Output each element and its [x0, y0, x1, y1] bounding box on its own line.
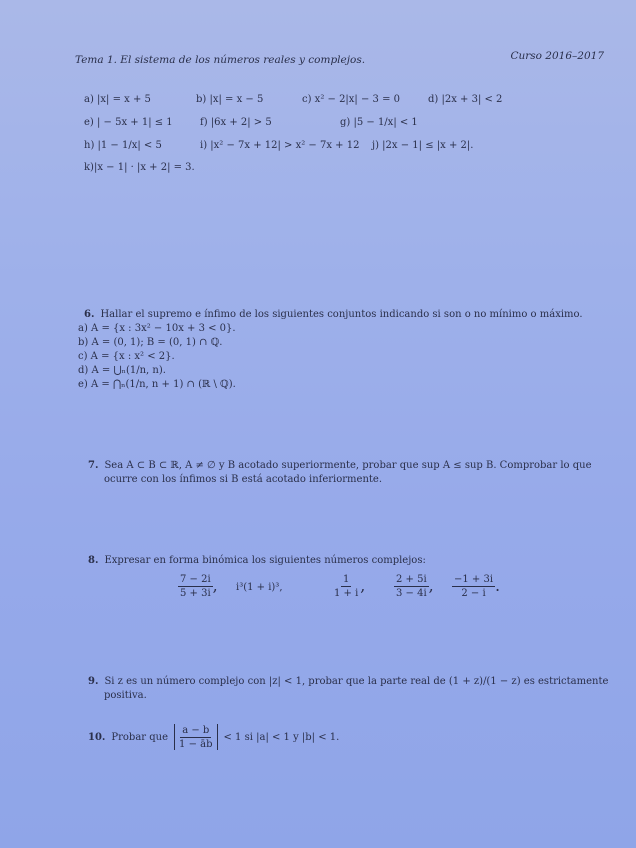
ex8-f3-suffix: , — [360, 576, 366, 595]
ex5-g: g) |5 − 1/x| < 1 — [340, 117, 418, 128]
ex7-line2: ocurre con los ínfimos si B está acotado inferiormente. — [104, 474, 383, 485]
ex8-fraction-5 — [452, 574, 500, 599]
ex5-b: b) |x| = x − 5 — [196, 94, 264, 105]
ex5-a: a) |x| = x + 5 — [84, 94, 151, 105]
ex6-title — [84, 309, 583, 320]
ex8-fraction-1 — [178, 574, 218, 599]
ex7-line1 — [88, 460, 592, 471]
ex5-i: i) |x² − 7x + 12| > x² − 7x + 12 — [200, 140, 360, 151]
ex8-title — [88, 555, 426, 566]
ex10-suffix: < 1 si |a| < 1 y |b| < 1. — [223, 731, 340, 743]
ex8-f1-suffix: , — [212, 576, 218, 595]
ex10-number: 10. — [88, 731, 106, 743]
ex10-statement — [88, 724, 339, 750]
ex5-c: c) x² − 2|x| − 3 = 0 — [302, 94, 401, 105]
abs-bar-left — [174, 724, 175, 750]
ex8-number: 8. — [88, 555, 99, 566]
ex8-f4-suffix: , — [428, 576, 434, 595]
ex8-expr-2: i³(1 + i)³, — [236, 582, 283, 593]
ex8-f5-den: 2 − i — [461, 588, 486, 599]
ex7-text: Sea A ⊂ B ⊂ ℝ, A ≠ ∅ y B acotado superiormente, probar que sup A ≤ sup B. Comprobar lo que — [104, 460, 592, 471]
ex8-fraction-4 — [394, 574, 434, 599]
ex10-prefix: Probar que — [111, 731, 169, 743]
ex6-number: 6. — [84, 309, 95, 320]
ex8-f5-suffix: . — [495, 576, 501, 595]
ex5-h: h) |1 − 1/x| < 5 — [84, 140, 162, 151]
ex7-number: 7. — [88, 460, 99, 471]
abs-bar-right — [217, 724, 218, 750]
sheet-title: Tema 1. El sistema de los números reales y complejos. — [75, 54, 366, 66]
ex8-f1-den: 5 + 3i — [180, 588, 211, 599]
ex5-d: d) |2x + 3| < 2 — [428, 94, 503, 105]
ex8-f3-den: 1 + i — [334, 588, 359, 599]
ex8-f4-num: 2 + 5i — [396, 574, 427, 585]
ex5-k: k)|x − 1| · |x + 2| = 3. — [84, 162, 195, 173]
ex5-e: e) | − 5x + 1| ≤ 1 — [84, 117, 173, 128]
ex6-statement: Hallar el supremo e ínfimo de los siguientes conjuntos indicando si son o no mínimo o máximo. — [100, 309, 583, 320]
ex8-f4-den: 3 − 4i — [396, 588, 427, 599]
course-year: Curso 2016–2017 — [510, 50, 604, 62]
ex5-f: f) |6x + 2| > 5 — [200, 117, 272, 128]
ex9-line1 — [88, 676, 608, 687]
ex6-item-d: d) A = ⋃ₙ(1/n, n). — [78, 365, 166, 376]
ex5-j: j) |2x − 1| ≤ |x + 2|. — [372, 140, 474, 151]
ex6-item-b: b) A = (0, 1); B = (0, 1) ∩ ℚ. — [78, 337, 223, 348]
ex8-statement: Expresar en forma binómica los siguientes números complejos: — [104, 555, 426, 566]
ex8-f3-num: 1 — [342, 574, 350, 585]
ex8-fraction-3 — [332, 574, 365, 599]
ex9-text: Si z es un número complejo con |z| < 1, probar que la parte real de (1 + z)/(1 − z) es estrictamente — [104, 676, 609, 687]
ex8-f1-num: 7 − 2i — [180, 574, 211, 585]
ex8-f5-num: −1 + 3i — [454, 574, 494, 585]
ex6-item-c: c) A = {x : x² < 2}. — [78, 351, 175, 362]
ex10-num: a − b — [182, 724, 210, 736]
ex10-abs-fraction — [172, 724, 219, 750]
ex9-line2: positiva. — [104, 690, 147, 701]
ex6-item-e: e) A = ⋂ₙ(1/n, n + 1) ∩ (ℝ \ ℚ). — [78, 379, 236, 390]
ex9-number: 9. — [88, 676, 99, 687]
ex6-item-a: a) A = {x : 3x² − 10x + 3 < 0}. — [78, 323, 236, 334]
ex10-den: 1 − āb — [179, 738, 213, 750]
